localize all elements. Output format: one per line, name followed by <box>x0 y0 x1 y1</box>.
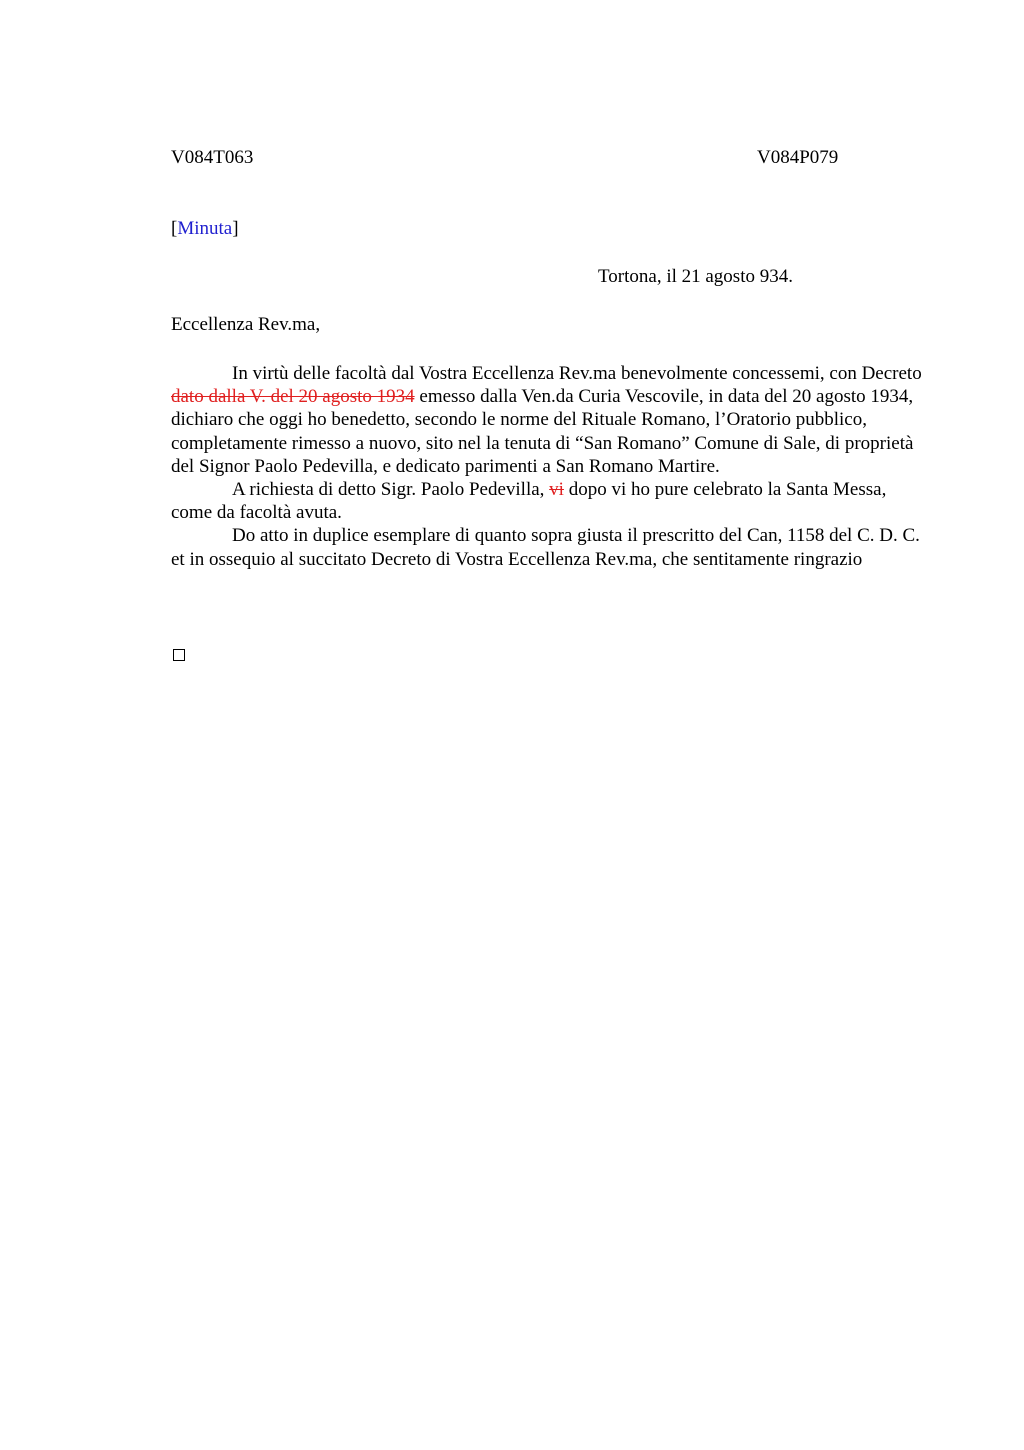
note-label: Minuta <box>177 218 233 239</box>
paragraph-1 <box>171 362 923 478</box>
paragraph-1-deletion: dato dalla V. del 20 agosto 1934 <box>171 386 415 408</box>
paragraph-2-text-start: A richiesta di detto Sigr. Paolo Pedevilla, <box>232 479 550 501</box>
note-close-bracket: ] <box>232 218 239 239</box>
note-open-bracket: [ <box>171 218 178 239</box>
letter-body <box>171 362 923 571</box>
archive-reference-left: V084T063 <box>171 147 254 168</box>
paragraph-1-text-end: emesso dalla Ven.da Curia Vescovile, in data del 20 agosto 1934, dichiaro che oggi ho benedetto, secondo le norme del Rituale Romano, l’Oratorio pubblico, completamente rimesso a nuovo, sito nel la tenuta di “San Romano” Comune di Sale, di proprietà del Signor Paolo Pedevilla, e dedicato parimenti a San Romano Martire. <box>171 386 914 477</box>
square-outline-icon <box>173 649 185 661</box>
paragraph-3 <box>171 524 923 570</box>
paragraph-2 <box>171 478 923 524</box>
paragraph-1-text-start: In virtù delle facoltà dal Vostra Eccellenza Rev.ma benevolmente concessemi, con Decreto <box>232 363 922 384</box>
archive-reference-right: V084P079 <box>757 147 839 168</box>
salutation: Eccellenza Rev.ma, <box>171 314 321 335</box>
paragraph-2-text-end: dopo vi ho pure celebrato la Santa Messa, come da facoltà avuta. <box>171 479 887 524</box>
paragraph-3-text: Do atto in duplice esemplare di quanto sopra giusta il prescritto del Can, 1158 del C. D. C. et in ossequio al succitato Decreto di Vostra Eccellenza Rev.ma, che sentitamente ringrazio <box>171 525 920 570</box>
place-and-date: Tortona, il 21 agosto 934. <box>598 266 793 287</box>
editorial-note <box>171 218 239 240</box>
paragraph-2-deletion: vi <box>549 479 564 501</box>
